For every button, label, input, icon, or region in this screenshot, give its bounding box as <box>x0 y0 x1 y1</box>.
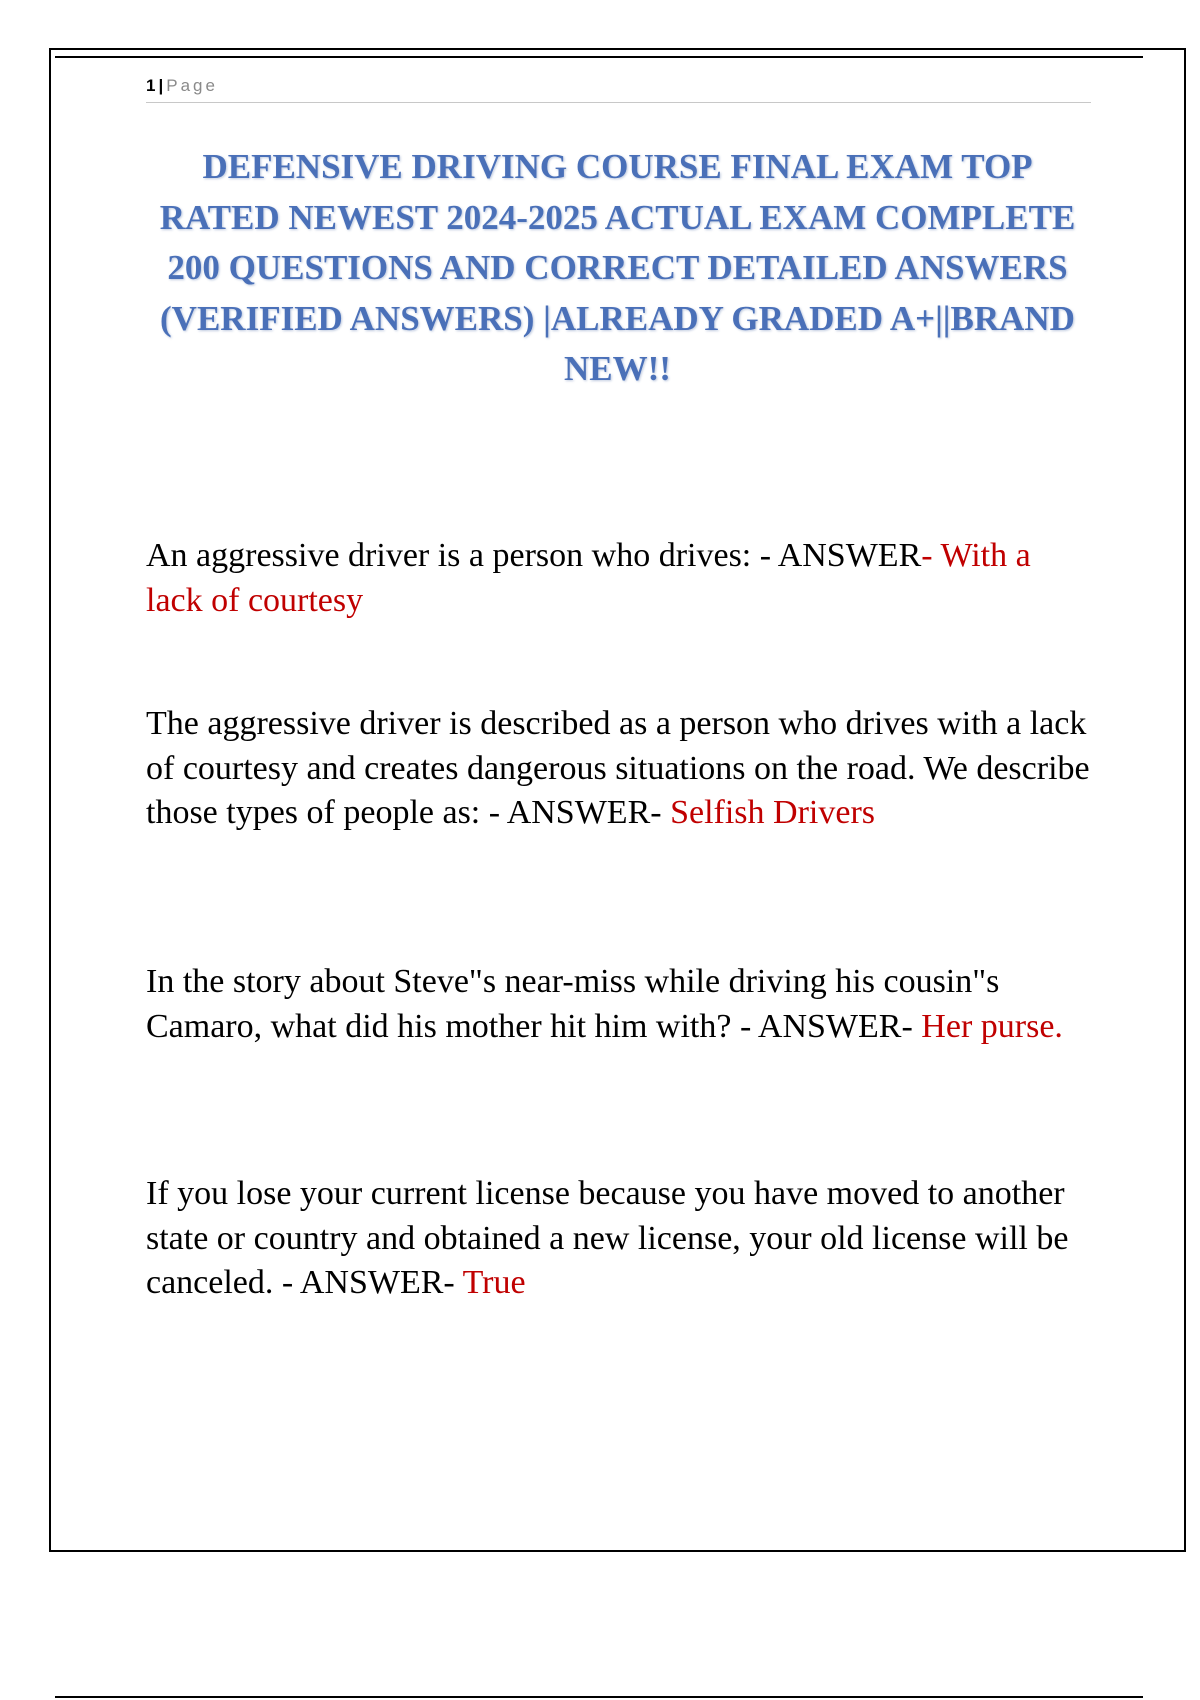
answer-text: Selfish Drivers <box>670 794 875 831</box>
page-header <box>146 74 1091 103</box>
question-answer-3 <box>146 960 1091 1049</box>
question-text: If you lose your current license because you have moved to another state or country and obtained a new license, your old license will be canceled. - ANSWER- <box>146 1175 1069 1301</box>
bottom-horizontal-rule <box>55 1696 1143 1698</box>
answer-text: - With a lack of courtesy <box>146 537 1031 619</box>
answer-text: Her purse. <box>921 1007 1063 1045</box>
question-answer-1 <box>146 534 1091 623</box>
question-text: In the story about Steve"s near-miss while driving his cousin"s Camaro, what did his mother hit him with? - ANSWER- <box>146 963 1000 1045</box>
page-number-separator: | <box>158 76 164 95</box>
question-text: An aggressive driver is a person who drives: - ANSWER <box>146 537 922 574</box>
page-number: 1 <box>146 76 156 95</box>
answer-text: True <box>462 1264 526 1301</box>
document-title: DEFENSIVE DRIVING COURSE FINAL EXAM TOP RATED NEWEST 2024-2025 ACTUAL EXAM COMPLETE 200 QUESTIONS AND CORRECT DETAILED ANSWERS (VERIFIED ANSWERS) |ALREADY GRADED A+||BRAND NEW!! <box>159 147 1076 388</box>
question-answer-4 <box>146 1172 1091 1306</box>
question-answer-2 <box>146 702 1091 836</box>
page-label: Page <box>166 76 218 95</box>
question-text: The aggressive driver is described as a person who drives with a lack of courtesy and creates dangerous situations on the road. We describe those types of people as: - ANSWER- <box>146 705 1090 831</box>
